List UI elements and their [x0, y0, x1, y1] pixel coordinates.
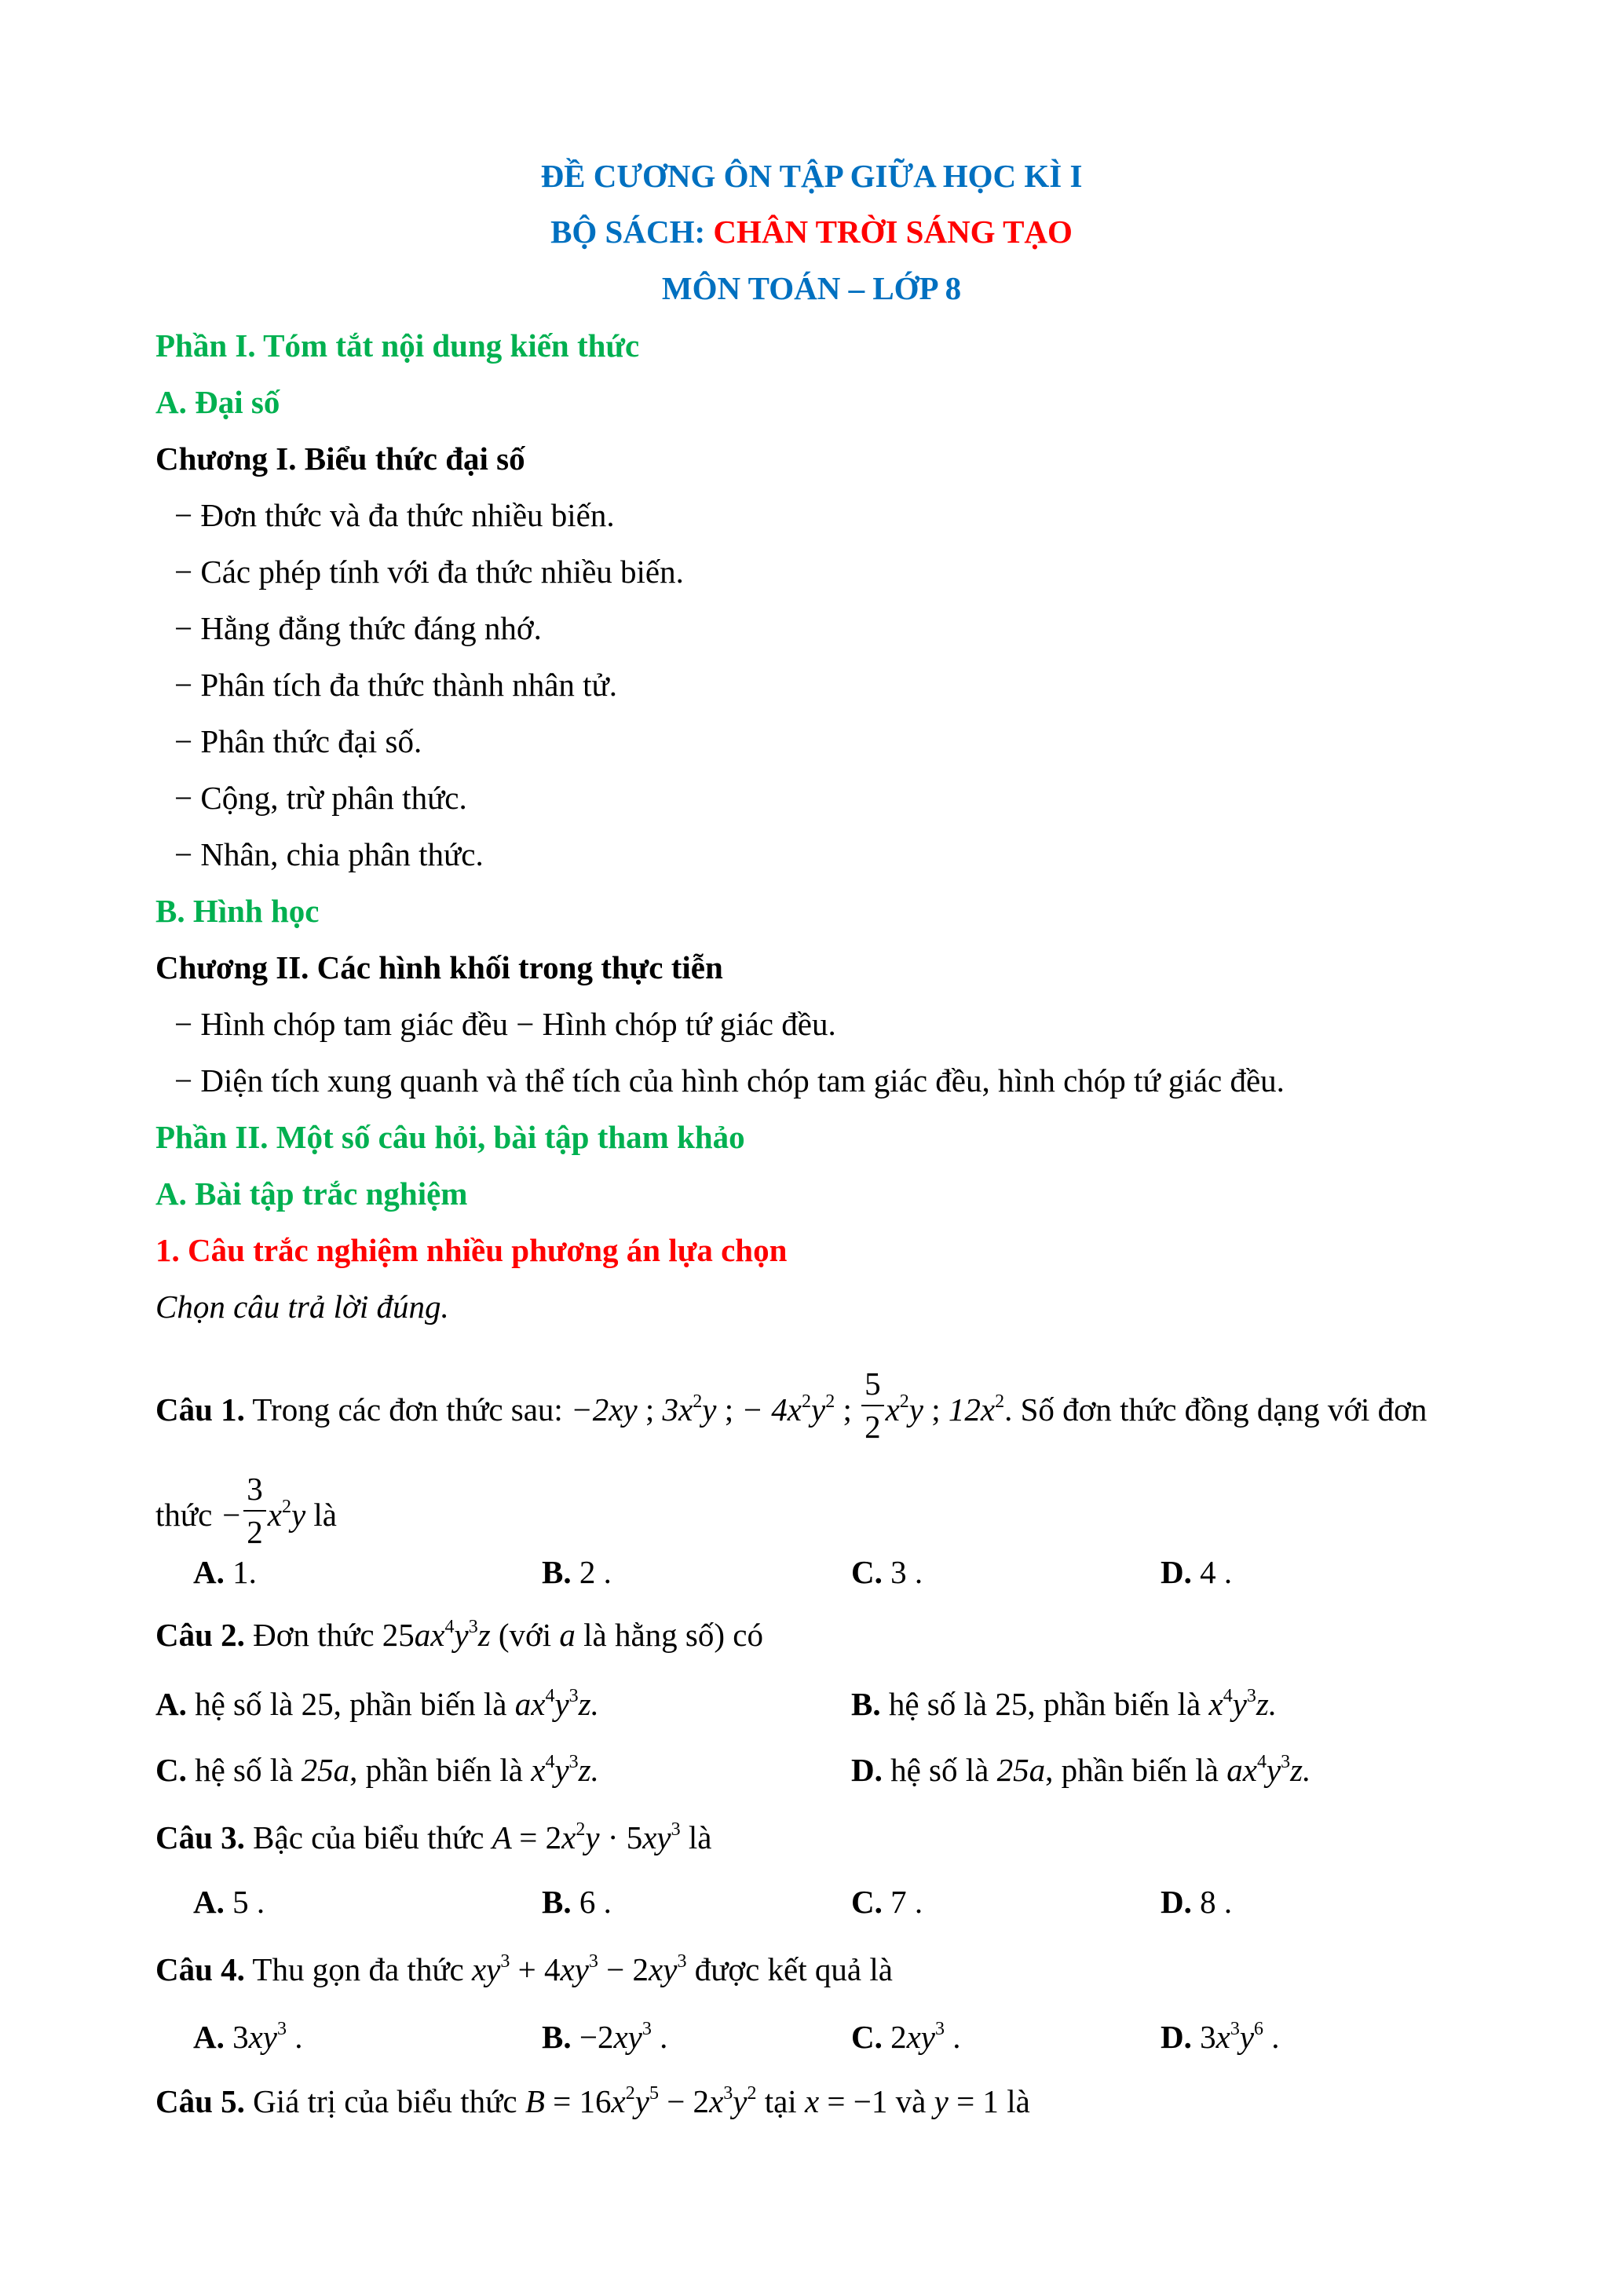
subsection-1-title: 1. Câu trắc nghiệm nhiều phương án lựa chọn — [155, 1232, 788, 1268]
option-a[interactable]: A. 5 . — [193, 1884, 265, 1920]
option-b[interactable]: B. hệ số là 25, phần biến là $x^4y^3z$. — [851, 1686, 1278, 1722]
option-d[interactable]: D. $3x^3y^6$ . — [1161, 2019, 1280, 2055]
option-d[interactable]: D. 4 . — [1161, 1554, 1233, 1590]
algebra-item: − Các phép tính với đa thức nhiều biến. — [174, 554, 684, 590]
question-1: Câu 1. Trong các đơn thức sau: −2xy ; $3x^2y$ ; − $4x^2y^2$ ; $\frac{5}{2}$ $x^2y$ ; $12x^2$. Số đơn thức đồng dạng với đơn — [155, 1366, 1427, 1445]
question-label: Câu 4. — [155, 1951, 245, 1987]
question-5: Câu 5. Giá trị của biểu thức $B = 16x^2y^5 - 2x^3y^2$ tại x = −1 và y = 1 là — [155, 2083, 1030, 2119]
algebra-item: − Phân tích đa thức thành nhân tử. — [174, 667, 618, 703]
algebra-item: − Hằng đẳng thức đáng nhớ. — [174, 610, 542, 646]
math-expression: $A = 2x^2y \cdot 5xy^3$ — [492, 1819, 681, 1855]
algebra-item: − Phân thức đại số. — [174, 723, 422, 759]
math-expression: $25ax^4y^3z$ — [382, 1617, 491, 1653]
book-label: BỘ SÁCH: — [550, 214, 714, 250]
option-a[interactable]: A. hệ số là 25, phần biến là $ax^4y^3z$. — [155, 1686, 599, 1722]
instruction: Chọn câu trả lời đúng. — [155, 1289, 449, 1325]
section-a-title: A. Bài tập trắc nghiệm — [155, 1175, 468, 1212]
option-b[interactable]: B. 2 . — [542, 1554, 612, 1590]
option-c[interactable]: C. $2xy^3$ . — [851, 2019, 961, 2055]
math-expression: −2xy — [571, 1391, 638, 1428]
geometry-title: B. Hình học — [155, 893, 320, 929]
option-c[interactable]: C. 3 . — [851, 1554, 923, 1590]
option-a[interactable]: A. $3xy^3$ . — [193, 2019, 303, 2055]
question-2: Câu 2. Đơn thức $25ax^4y^3z$ (với a là hằng số) có — [155, 1617, 763, 1653]
option-c[interactable]: C. 7 . — [851, 1884, 923, 1920]
question-label: Câu 2. — [155, 1617, 245, 1653]
question-3: Câu 3. Bậc của biểu thức $A = 2x^2y \cdot 5xy^3$ là — [155, 1819, 712, 1855]
subject-line: MÔN TOÁN – LỚP 8 — [661, 270, 962, 306]
option-b[interactable]: B. $-2xy^3$ . — [542, 2019, 668, 2055]
geometry-item: − Diện tích xung quanh và thể tích của hình chóp tam giác đều, hình chóp tứ giác đều. — [174, 1062, 1285, 1099]
algebra-chapter: Chương I. Biểu thức đại số — [155, 441, 525, 477]
option-c[interactable]: C. hệ số là 25a, phần biến là $x^4y^3z$. — [155, 1752, 599, 1788]
part1-title: Phần I. Tóm tắt nội dung kiến thức — [155, 327, 640, 364]
question-label: Câu 1. — [155, 1391, 245, 1428]
algebra-title: A. Đại số — [155, 384, 280, 420]
option-a[interactable]: A. 1. — [193, 1554, 257, 1590]
geometry-chapter: Chương II. Các hình khối trong thực tiễn — [155, 949, 723, 985]
part2-title: Phần II. Một số câu hỏi, bài tập tham khảo — [155, 1119, 745, 1155]
question-1-cont: thức − $\frac{3}{2}$ $x^2y$ là — [155, 1471, 337, 1550]
geometry-item: − Hình chóp tam giác đều − Hình chóp tứ giác đều. — [174, 1006, 836, 1042]
book-name: CHÂN TRỜI SÁNG TẠO — [713, 214, 1073, 250]
algebra-item: − Nhân, chia phân thức. — [174, 836, 484, 872]
book-line — [0, 216, 1623, 248]
question-label: Câu 5. — [155, 2083, 245, 2119]
document-title: ĐỀ CƯƠNG ÔN TẬP GIỮA HỌC KÌ I — [540, 158, 1083, 194]
fraction: $\frac{5}{2}$ — [861, 1368, 884, 1443]
option-d[interactable]: D. 8 . — [1161, 1884, 1233, 1920]
math-expression: $xy^3 + 4xy^3 - 2xy^3$ — [471, 1951, 687, 1987]
question-label: Câu 3. — [155, 1819, 245, 1855]
option-d[interactable]: D. hệ số là 25a, phần biến là $ax^4y^3z$. — [851, 1752, 1311, 1788]
question-4: Câu 4. Thu gọn đa thức $xy^3 + 4xy^3 - 2xy^3$ được kết quả là — [155, 1951, 893, 1987]
algebra-item: − Đơn thức và đa thức nhiều biến. — [174, 497, 615, 533]
algebra-item: − Cộng, trừ phân thức. — [174, 780, 467, 816]
option-b[interactable]: B. 6 . — [542, 1884, 612, 1920]
math-expression: $B = 16x^2y^5 - 2x^3y^2$ — [525, 2083, 757, 2119]
fraction: $\frac{3}{2}$ — [243, 1473, 266, 1548]
